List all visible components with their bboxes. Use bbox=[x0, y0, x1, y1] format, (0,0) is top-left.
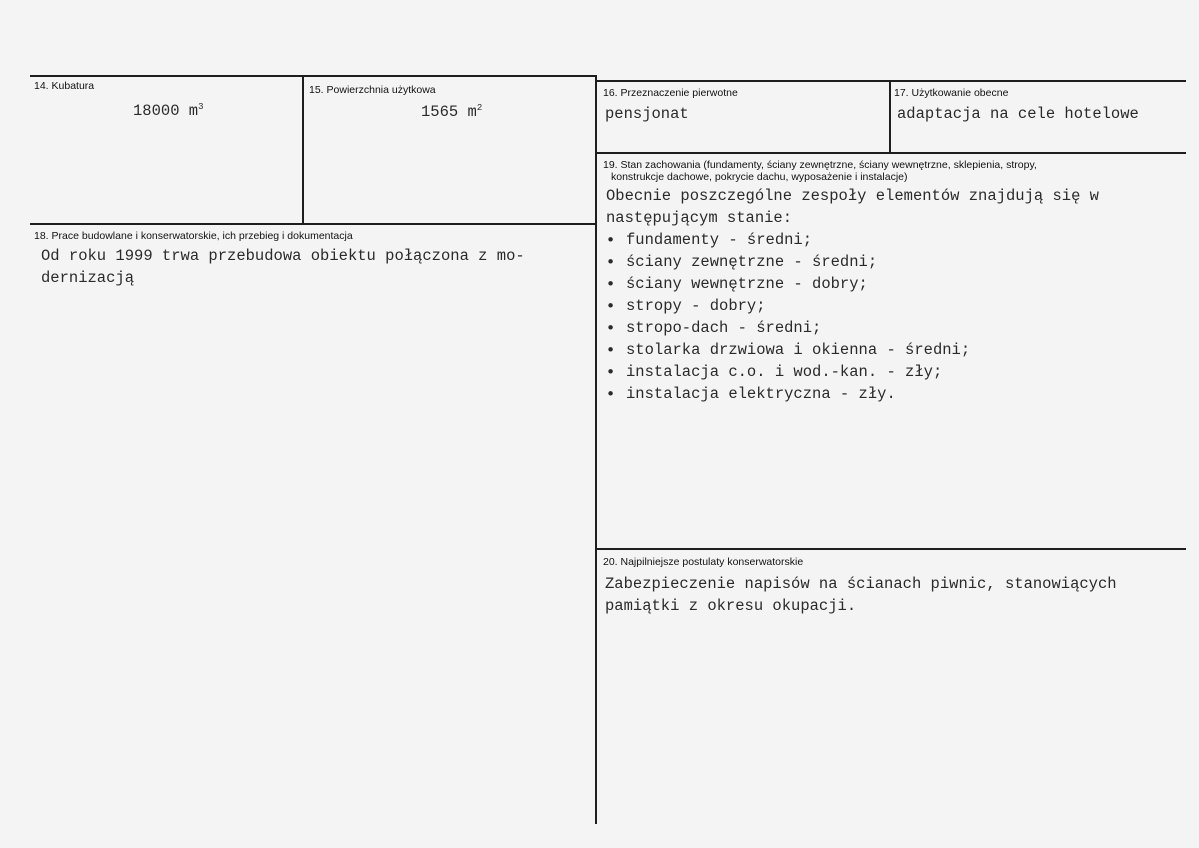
list-item: • fundamenty - średni; bbox=[606, 229, 1099, 251]
top-rule-left bbox=[30, 75, 597, 77]
divider-14-15 bbox=[302, 76, 304, 224]
field-17-value: adaptacja na cele hotelowe bbox=[897, 105, 1139, 123]
field-20-line: Zabezpieczenie napisów na ścianach piwnic, stanowiących bbox=[605, 575, 1117, 593]
field-15-label: 15. Powierzchnia użytkowa bbox=[309, 84, 436, 96]
field-19-label-line: konstrukcje dachowe, pokrycie dachu, wyposażenie i instalacje) bbox=[611, 171, 908, 183]
field-18-line: dernizacją bbox=[41, 269, 135, 287]
field-18-text bbox=[41, 245, 525, 289]
list-item: • stolarka drzwiowa i okienna - średni; bbox=[606, 339, 1099, 361]
condition-list bbox=[606, 229, 1099, 405]
divider-center bbox=[595, 76, 597, 824]
field-20-text bbox=[605, 573, 1117, 617]
top-rule-right bbox=[597, 80, 1186, 82]
kubatura-value: 18000 m bbox=[133, 102, 199, 120]
list-item: • instalacja c.o. i wod.-kan. - zły; bbox=[606, 361, 1099, 383]
list-item: • stropo-dach - średni; bbox=[606, 317, 1099, 339]
field-14-value bbox=[133, 100, 204, 122]
list-item: • ściany wewnętrzne - dobry; bbox=[606, 273, 1099, 295]
field-20-line: pamiątki z okresu okupacji. bbox=[605, 597, 857, 615]
list-item: • stropy - dobry; bbox=[606, 295, 1099, 317]
rule-above-20 bbox=[597, 548, 1186, 550]
divider-16-17 bbox=[889, 81, 891, 153]
field-19-intro-line: następującym stanie: bbox=[606, 209, 793, 227]
rule-below-16-17 bbox=[597, 152, 1186, 154]
list-item: • ściany zewnętrzne - średni; bbox=[606, 251, 1099, 273]
field-15-value bbox=[421, 101, 482, 123]
field-16-value: pensjonat bbox=[605, 105, 689, 123]
field-19-label bbox=[603, 159, 1037, 183]
kubatura-exponent: 3 bbox=[198, 101, 204, 112]
field-17-label: 17. Użytkowanie obecne bbox=[894, 87, 1009, 99]
field-14-label: 14. Kubatura bbox=[34, 80, 95, 92]
list-item: • instalacja elektryczna - zły. bbox=[606, 383, 1099, 405]
field-18-label: 18. Prace budowlane i konserwatorskie, ich przebieg i dokumentacja bbox=[34, 230, 353, 242]
powierzchnia-value: 1565 m bbox=[421, 103, 477, 121]
field-19-text bbox=[606, 185, 1099, 405]
powierzchnia-exponent: 2 bbox=[476, 102, 483, 113]
field-18-line: Od roku 1999 trwa przebudowa obiektu połączona z mo- bbox=[41, 247, 525, 265]
field-19-intro-line: Obecnie poszczególne zespoły elementów znajdują się w bbox=[606, 187, 1099, 205]
rule-below-14-15 bbox=[30, 223, 597, 225]
field-20-label: 20. Najpilniejsze postulaty konserwatorskie bbox=[603, 556, 804, 568]
field-16-label: 16. Przeznaczenie pierwotne bbox=[603, 87, 738, 99]
field-19-label-line: 19. Stan zachowania (fundamenty, ściany zewnętrzne, ściany wewnętrzne, sklepienia, stropy, bbox=[603, 159, 1037, 171]
